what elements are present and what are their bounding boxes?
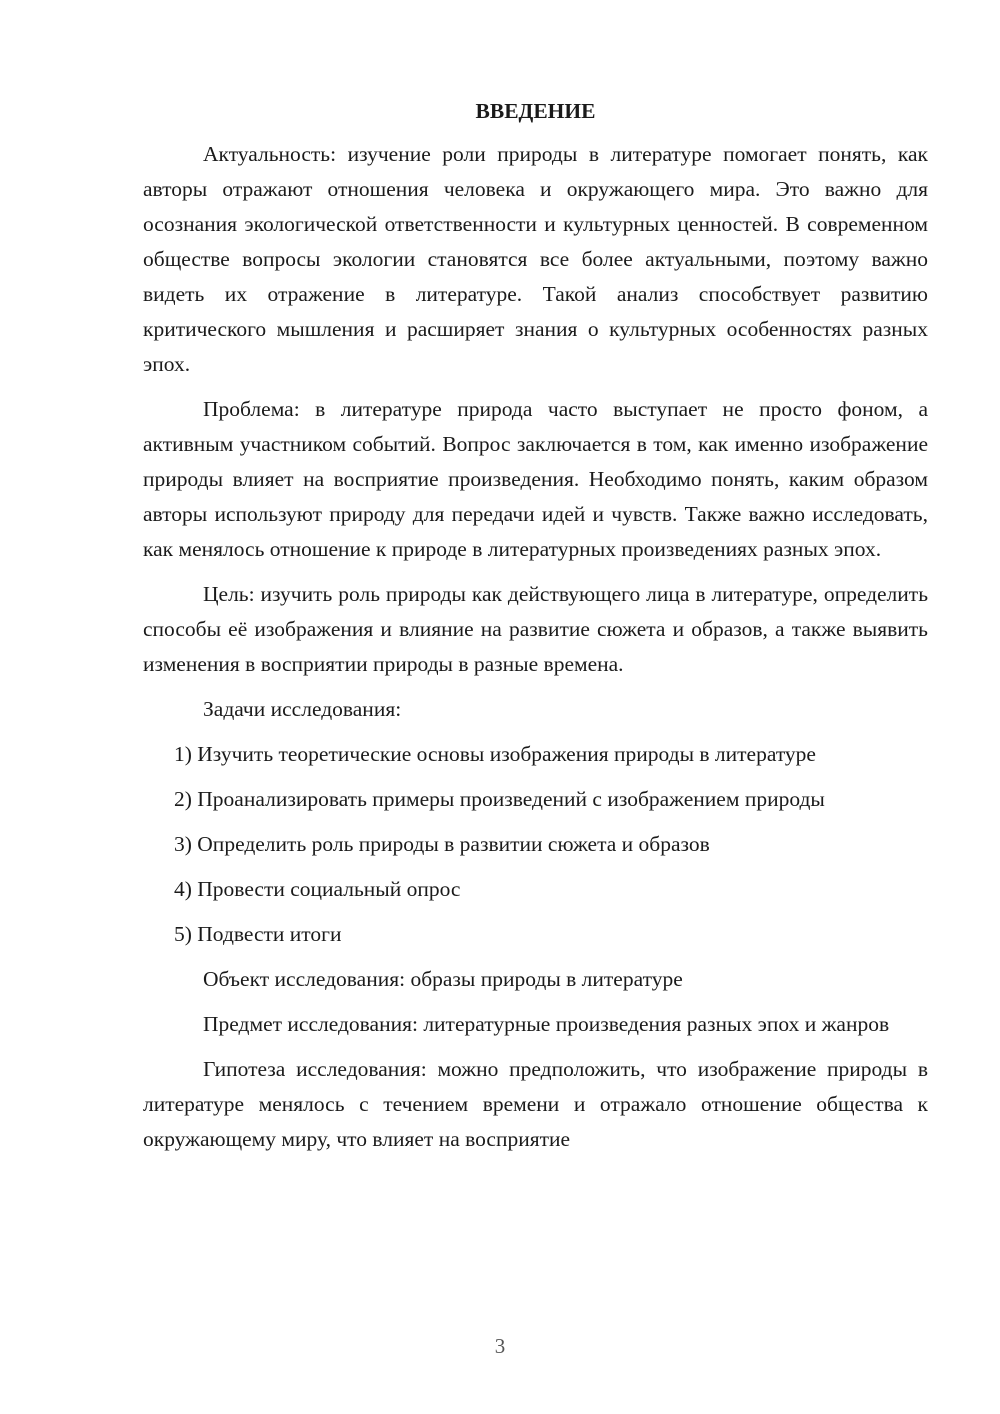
- relevance-paragraph: Актуальность: изучение роли природы в литературе помогает понять, как авторы отражают отношения человека и окружающего мира. Это важно для осознания экологической ответственности и культурных ценностей. В современном обществе вопросы экологии становятся все более актуальными, поэтому важно видеть их отражение в литературе. Такой анализ способствует развитию критического мышления и расширяет знания о культурных особенностях разных эпох.: [143, 142, 928, 376]
- subject-paragraph: Предмет исследования: литературные произведения разных эпох и жанров: [203, 1012, 890, 1036]
- goal-paragraph: Цель: изучить роль природы как действующего лица в литературе, определить способы её изображения и влияние на развитие сюжета и образов, а также выявить изменения в восприятии природы в разные времена.: [143, 582, 928, 676]
- object-paragraph: Объект исследования: образы природы в литературе: [203, 967, 683, 991]
- problem-paragraph: Проблема: в литературе природа часто выступает не просто фоном, а активным участником событий. Вопрос заключается в том, как именно изображение природы влияет на восприятие произведения. Необходимо понять, каким образом авторы используют природу для передачи идей и чувств. Также важно исследовать, как менялось отношение к природе в литературных произведениях разных эпох.: [143, 397, 928, 561]
- section-title: ВВЕДЕНИЕ: [475, 99, 596, 123]
- tasks-heading: Задачи исследования:: [203, 697, 402, 721]
- task-item: 2) Проанализировать примеры произведений с изображением природы: [174, 787, 825, 811]
- task-item: 3) Определить роль природы в развитии сюжета и образов: [174, 832, 710, 856]
- task-item: 1) Изучить теоретические основы изображения природы в литературе: [174, 742, 816, 766]
- task-item: 5) Подвести итоги: [174, 922, 342, 946]
- page-body: [143, 95, 928, 1167]
- hypothesis-paragraph: Гипотеза исследования: можно предположить, что изображение природы в литературе менялось с течением времени и отражало отношение общества к окружающему миру, что влияет на восприятие: [143, 1057, 928, 1151]
- page-number: 3: [494, 1334, 506, 1358]
- task-item: 4) Провести социальный опрос: [174, 877, 461, 901]
